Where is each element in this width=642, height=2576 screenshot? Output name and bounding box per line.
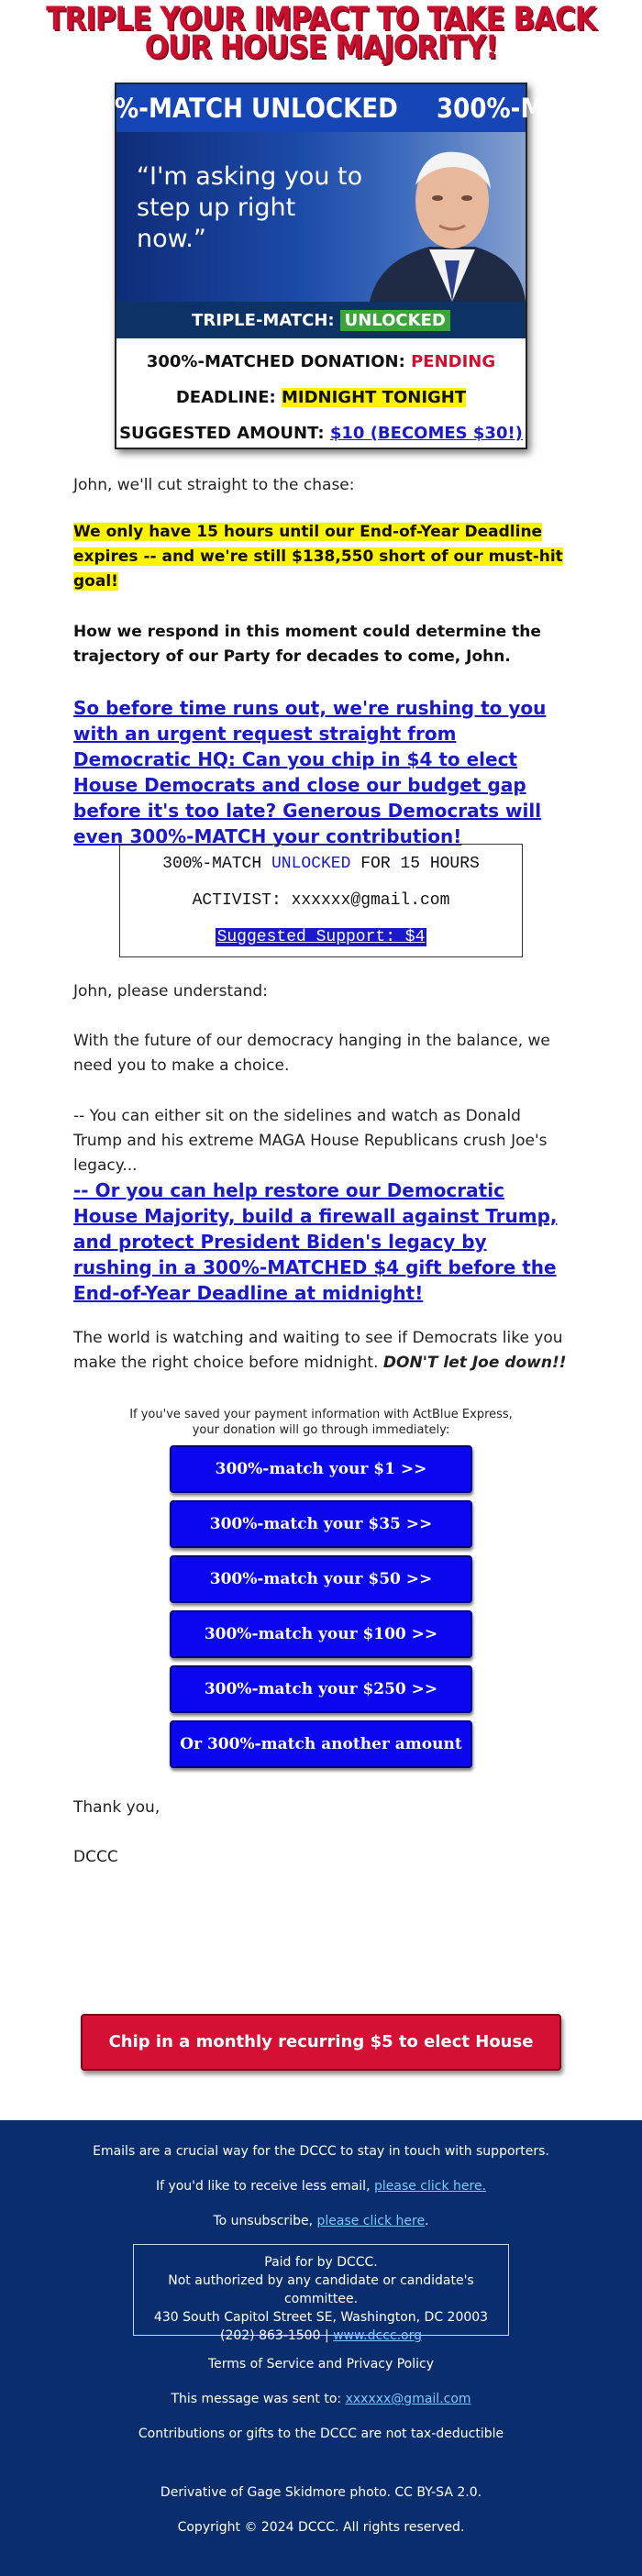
terms-privacy-link[interactable]: Terms of Service and Privacy Policy xyxy=(207,2357,434,2371)
hero-banner xyxy=(115,84,545,132)
suggested-support-line xyxy=(120,919,522,956)
footer-less-email xyxy=(0,2179,642,2194)
less-email-prefix: If you'd like to receive less email, xyxy=(155,2179,371,2194)
sidelines-option-text: -- You can either sit on the sidelines and watch as Donald Trump and his extreme MAGA House Republicans crush Joe's legacy... xyxy=(73,1107,548,1175)
donate-100-button[interactable]: 300%-match your $100 >> xyxy=(170,1610,472,1658)
address-text: 430 South Capitol Street SE, Washington, DC 20003 xyxy=(153,2310,489,2325)
hero-graphic[interactable] xyxy=(115,83,545,449)
not-authorized-text: Not authorized by any candidate or candidate's committee. xyxy=(168,2273,474,2306)
phone-separator: | xyxy=(324,2328,329,2343)
donate-250-button[interactable]: 300%-match your $250 >> xyxy=(170,1665,472,1713)
footer xyxy=(0,2120,642,2576)
banner-text-left: %-MATCH UNLOCKED xyxy=(115,93,398,124)
photo-credit-text: Derivative of Gage Skidmore photo. CC BY-SA 2.0. xyxy=(160,2485,482,2500)
unsubscribe-suffix: . xyxy=(425,2214,429,2228)
match-hours-text: FOR 15 HOURS xyxy=(360,855,480,873)
website-link[interactable]: www.dccc.org xyxy=(333,2328,423,2343)
understand-text: John, please understand: xyxy=(73,982,268,1001)
sent-to-line xyxy=(0,2392,642,2406)
donate-1-button[interactable]: 300%-match your $1 >> xyxy=(170,1445,472,1493)
deadline-value: MIDNIGHT TONIGHT xyxy=(281,388,467,407)
headline-line-1: TRIPLE YOUR IMPACT TO TAKE BACK xyxy=(46,1,596,38)
phone-website-line xyxy=(134,2327,508,2345)
less-email-link[interactable]: please click here. xyxy=(373,2179,487,2194)
triple-match-label: TRIPLE-MATCH: xyxy=(192,310,335,330)
suggested-support-link[interactable]: Suggested Support: $4 xyxy=(216,928,426,946)
thank-you-text: Thank you, xyxy=(73,1798,160,1817)
signature-text: DCCC xyxy=(73,1848,118,1866)
match-box xyxy=(119,844,523,957)
deadline-alert xyxy=(73,520,569,594)
sent-to-prefix: This message was sent to: xyxy=(171,2392,342,2406)
headline-line-2: OUR HOUSE MAJORITY! xyxy=(144,29,498,66)
actblue-express-note xyxy=(0,1407,642,1438)
respond-text: How we respond in this moment could determine the trajectory of our Party for decades to come, John. xyxy=(73,623,541,666)
actblue-note-line-2: your donation will go through immediately: xyxy=(192,1423,450,1437)
triple-match-status xyxy=(116,302,526,338)
deadline-line xyxy=(116,380,526,415)
watching-emphasis: DON'T let Joe down!! xyxy=(382,1354,567,1372)
match-unlocked-line xyxy=(120,846,522,882)
restore-majority-link[interactable]: -- Or you can help restore our Democratic House Majority, build a firewall against Trump, and protect President Biden's legacy by rushing in a 300%-MATCHED $4 gift before the End-of-Year Deadline at midnight! xyxy=(73,1179,558,1304)
deadline-alert-text: We only have 15 hours until our End-of-Year Deadline expires -- and we're still $138,550 short of our must-hit goal! xyxy=(73,523,563,591)
banner-text-right: 300%-M xyxy=(437,93,545,124)
greeting-text: John, we'll cut straight to the chase: xyxy=(73,476,355,494)
footer-emails-text: Emails are a crucial way for the DCCC to stay in touch with supporters. xyxy=(93,2144,549,2159)
match-percent-text: 300%-MATCH xyxy=(162,855,262,873)
unlocked-badge: UNLOCKED xyxy=(340,310,450,331)
paid-for-box xyxy=(133,2244,509,2343)
watching-body: The world is watching and waiting to see if Democrats like you make the right choice before midnight. xyxy=(73,1329,563,1372)
activist-email-line: ACTIVIST: xxxxxx@gmail.com xyxy=(192,891,450,910)
paid-for-text: Paid for by DCCC. xyxy=(264,2255,378,2270)
hero-photo xyxy=(116,132,526,302)
unsubscribe-prefix: To unsubscribe, xyxy=(213,2214,314,2228)
donate-50-button[interactable]: 300%-match your $50 >> xyxy=(170,1555,472,1603)
unsubscribe-link[interactable]: please click here xyxy=(316,2214,426,2228)
donate-35-button[interactable]: 300%-match your $35 >> xyxy=(170,1500,472,1548)
footer-unsubscribe xyxy=(0,2214,642,2228)
joe-biden-portrait xyxy=(342,132,526,302)
hero-details xyxy=(116,338,526,451)
suggested-amount-line xyxy=(116,415,526,451)
chip-in-ask-link[interactable]: So before time runs out, we're rushing to you with an urgent request straight from Democratic HQ: Can you chip in $4 to elect House Democrats and close our budget gap before it's too late? Generous Democrats will even 300%-MATCH your contribution! xyxy=(73,697,547,847)
hero-quote: “I'm asking you to step up right now.” xyxy=(137,162,363,253)
donation-status-value: PENDING xyxy=(411,352,496,371)
match-unlocked-word: UNLOCKED xyxy=(271,855,351,873)
donation-status-line xyxy=(116,344,526,380)
monthly-recurring-button[interactable]: Chip in a monthly recurring $5 to elect House Dems >> xyxy=(81,2014,561,2071)
phone-text: (202) 863-1500 xyxy=(219,2328,321,2343)
watching-text xyxy=(73,1326,569,1376)
actblue-note-line-1: If you've saved your payment information with ActBlue Express, xyxy=(129,1408,513,1421)
tax-deductible-text: Contributions or gifts to the DCCC are not tax-deductible xyxy=(138,2427,504,2441)
suggested-amount-link[interactable]: $10 (BECOMES $30!) xyxy=(329,424,523,443)
suggested-label: SUGGESTED AMOUNT: xyxy=(119,424,325,443)
future-text: With the future of our democracy hanging in the balance, we need you to make a choice. xyxy=(73,1032,550,1075)
copyright-text: Copyright © 2024 DCCC. All rights reserved. xyxy=(177,2520,465,2535)
sent-to-email-link[interactable]: xxxxxx@gmail.com xyxy=(345,2392,471,2406)
donation-label: 300%-MATCHED DONATION: xyxy=(146,352,405,371)
donate-other-amount-button[interactable]: Or 300%-match another amount >> xyxy=(170,1720,472,1768)
headline xyxy=(39,1,603,66)
deadline-label: DEADLINE: xyxy=(175,388,276,407)
